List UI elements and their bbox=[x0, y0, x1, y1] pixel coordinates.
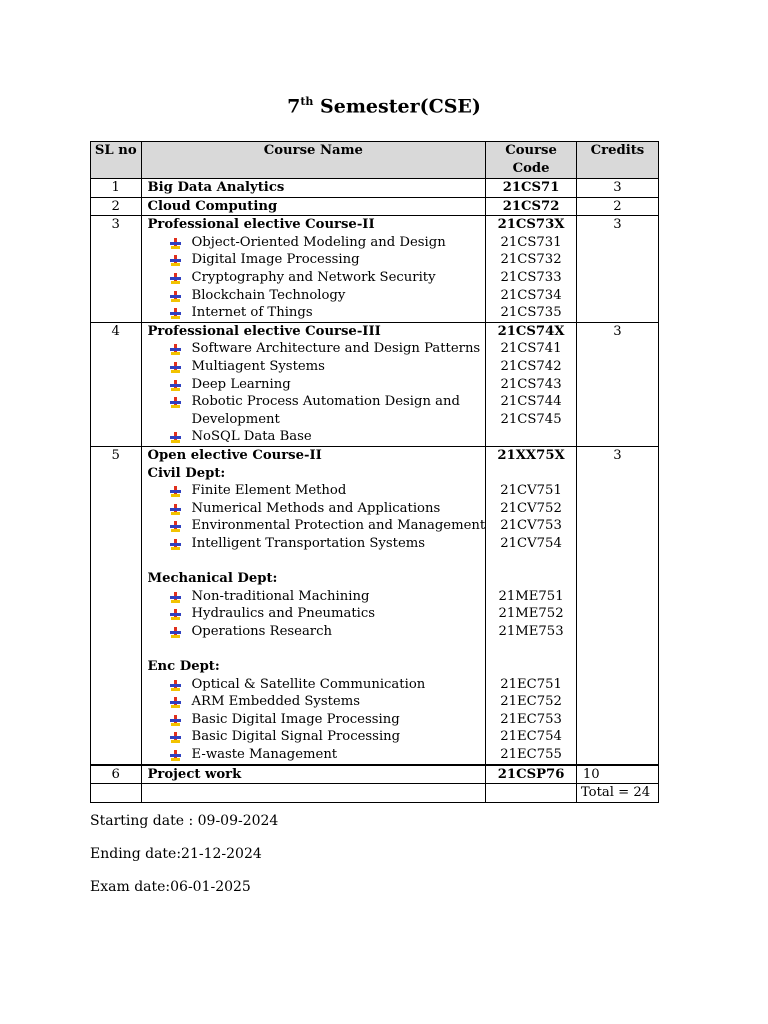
credits: 3 bbox=[613, 447, 622, 463]
spacer bbox=[486, 570, 576, 588]
elective-item: Internet of Things bbox=[148, 304, 486, 322]
elective-item: ARM Embedded Systems bbox=[148, 693, 486, 711]
starting-date: Starting date : 09-09-2024 bbox=[90, 813, 279, 829]
page-title: 7th Semester(CSE) bbox=[287, 95, 481, 118]
elective-code: 21CS743 bbox=[500, 376, 562, 392]
dept-label: Enc Dept: bbox=[147, 659, 220, 675]
elective-item: Numerical Methods and Applications bbox=[148, 500, 486, 518]
elective-item: Intelligent Transportation Systems bbox=[148, 535, 486, 553]
elective-item-continuation: Development bbox=[191, 411, 280, 427]
course-code: 21CS74X bbox=[497, 323, 565, 339]
elective-item: Hydraulics and Pneumatics bbox=[148, 605, 486, 623]
elective-code: 21CS733 bbox=[500, 269, 562, 285]
course-code: 21CS71 bbox=[502, 180, 560, 195]
table-row bbox=[91, 197, 659, 216]
elective-code: 21CV753 bbox=[500, 518, 562, 534]
table-row bbox=[91, 322, 659, 446]
bullet-icon bbox=[170, 627, 181, 638]
spacer bbox=[486, 658, 576, 676]
course-code: 21CS73X bbox=[497, 217, 565, 233]
total-credits: Total = 24 bbox=[580, 785, 651, 801]
elective-code: 21ME753 bbox=[498, 623, 564, 639]
bullet-icon bbox=[170, 380, 181, 391]
elective-item: Environmental Protection and Management bbox=[148, 517, 486, 535]
table-header-row bbox=[91, 142, 659, 179]
bullet-icon bbox=[170, 504, 181, 515]
elective-item: NoSQL Data Base bbox=[148, 428, 486, 446]
elective-item: Digital Image Processing bbox=[148, 251, 486, 269]
sl-no: 2 bbox=[111, 198, 120, 214]
bullet-icon bbox=[170, 521, 181, 532]
elective-item: E-waste Management bbox=[148, 746, 486, 764]
elective-item: Optical & Satellite Communication bbox=[148, 676, 486, 694]
course-name: Big Data Analytics bbox=[147, 180, 285, 195]
bullet-icon bbox=[170, 715, 181, 726]
bullet-icon bbox=[170, 592, 181, 603]
course-name: Professional elective Course-III bbox=[147, 323, 381, 339]
elective-code: 21CV752 bbox=[500, 500, 562, 516]
sl-no: 4 bbox=[111, 323, 120, 339]
credits: 10 bbox=[582, 766, 600, 782]
dept-label: Mechanical Dept: bbox=[147, 571, 278, 587]
elective-item: Basic Digital Image Processing bbox=[148, 711, 486, 729]
elective-item: Robotic Process Automation Design and bbox=[148, 393, 486, 411]
elective-item: Software Architecture and Design Patterns bbox=[148, 340, 486, 358]
elective-item: Operations Research bbox=[148, 623, 486, 641]
bullet-icon bbox=[170, 308, 181, 319]
ending-date: Ending date:21-12-2024 bbox=[90, 846, 262, 862]
bullet-icon bbox=[170, 432, 181, 443]
elective-code: 21CS735 bbox=[500, 305, 562, 321]
elective-code bbox=[486, 428, 576, 446]
header-course-code: Course Code bbox=[486, 142, 577, 179]
elective-code: 21CS734 bbox=[500, 287, 562, 303]
table-row bbox=[91, 765, 659, 784]
bullet-icon bbox=[170, 750, 181, 761]
elective-item: Object-Oriented Modeling and Design bbox=[148, 234, 486, 252]
sl-no: 6 bbox=[111, 766, 120, 782]
bullet-icon bbox=[170, 238, 181, 249]
bullet-icon bbox=[170, 680, 181, 691]
spacer bbox=[486, 640, 576, 658]
sl-no: 3 bbox=[111, 217, 120, 233]
spacer bbox=[148, 640, 486, 658]
total-row bbox=[91, 784, 659, 803]
bullet-icon bbox=[170, 609, 181, 620]
bullet-icon bbox=[170, 697, 181, 708]
course-code: 21CS72 bbox=[502, 198, 560, 214]
spacer bbox=[148, 552, 486, 570]
header-course-name: Course Name bbox=[141, 142, 486, 179]
bullet-icon bbox=[170, 732, 181, 743]
bullet-icon bbox=[170, 255, 181, 266]
dept-label: Civil Dept: bbox=[147, 465, 226, 481]
credits: 3 bbox=[613, 323, 622, 339]
spacer bbox=[486, 465, 576, 483]
bullet-icon bbox=[170, 397, 181, 408]
elective-code: 21EC755 bbox=[500, 747, 562, 762]
elective-item: Basic Digital Signal Processing bbox=[148, 728, 486, 746]
spacer bbox=[486, 552, 576, 570]
elective-code: 21CS741 bbox=[500, 341, 562, 357]
elective-code: 21CS731 bbox=[500, 234, 562, 250]
elective-code: 21EC753 bbox=[500, 711, 562, 727]
course-table bbox=[90, 141, 659, 803]
credits: 2 bbox=[613, 198, 622, 214]
elective-code: 21CV754 bbox=[500, 535, 562, 551]
bullet-icon bbox=[170, 344, 181, 355]
elective-code: 21CS742 bbox=[500, 358, 562, 374]
sl-no: 5 bbox=[111, 447, 120, 463]
course-code: 21XX75X bbox=[497, 447, 565, 463]
elective-code: 21ME751 bbox=[498, 588, 564, 604]
bullet-icon bbox=[170, 539, 181, 550]
elective-code: 21CS744 bbox=[500, 394, 562, 410]
elective-code: 21EC752 bbox=[500, 694, 562, 710]
elective-code: 21CV751 bbox=[500, 483, 562, 499]
course-name: Open elective Course-II bbox=[147, 447, 322, 463]
elective-item: Multiagent Systems bbox=[148, 358, 486, 376]
elective-item: Deep Learning bbox=[148, 376, 486, 394]
header-sl-no: SL no bbox=[91, 142, 142, 179]
credits: 3 bbox=[613, 180, 622, 195]
table-row bbox=[91, 216, 659, 323]
sl-no: 1 bbox=[111, 180, 120, 195]
elective-item: Finite Element Method bbox=[148, 482, 486, 500]
elective-item: Non-traditional Machining bbox=[148, 588, 486, 606]
elective-code: 21EC754 bbox=[500, 729, 562, 745]
credits: 3 bbox=[613, 217, 622, 233]
bullet-icon bbox=[170, 362, 181, 373]
course-code: 21CSP76 bbox=[497, 766, 565, 782]
bullet-icon bbox=[170, 486, 181, 497]
elective-code: 21EC751 bbox=[500, 676, 562, 692]
table-row bbox=[91, 446, 659, 764]
header-credits: Credits bbox=[576, 142, 658, 179]
elective-item: Cryptography and Network Security bbox=[148, 269, 486, 287]
course-name: Professional elective Course-II bbox=[147, 217, 375, 233]
course-name: Cloud Computing bbox=[147, 198, 278, 214]
course-name: Project work bbox=[147, 766, 242, 782]
elective-item: Blockchain Technology bbox=[148, 287, 486, 305]
elective-code: 21CS732 bbox=[500, 252, 562, 268]
exam-date: Exam date:06-01-2025 bbox=[90, 879, 251, 895]
elective-code: 21ME752 bbox=[498, 606, 564, 622]
bullet-icon bbox=[170, 273, 181, 284]
bullet-icon bbox=[170, 291, 181, 302]
elective-code: 21CS745 bbox=[500, 411, 562, 427]
table-row bbox=[91, 179, 659, 198]
